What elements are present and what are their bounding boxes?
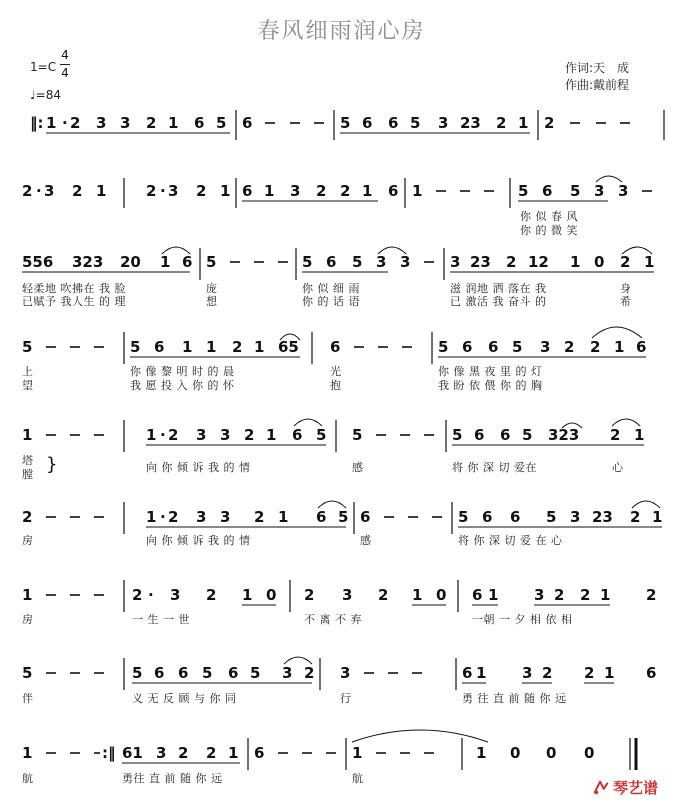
svg-text:1: 1 <box>22 744 33 762</box>
svg-text:1: 1 <box>220 182 231 200</box>
lyric-row5-c: 向 你 倾 诉 我 的 情 <box>146 461 251 474</box>
svg-text:2: 2 <box>646 586 657 604</box>
svg-text:6: 6 <box>362 114 373 132</box>
svg-text:2: 2 <box>72 182 83 200</box>
score-row-2 <box>22 176 652 208</box>
svg-text:2: 2 <box>564 338 575 356</box>
svg-text:2: 2 <box>206 586 217 604</box>
svg-text:5: 5 <box>512 338 523 356</box>
lyric-row2-verse2: 你 的 微 笑 <box>520 224 578 237</box>
lyric-row5-e: 将 你 深 切 爱在 <box>452 461 537 474</box>
svg-text:5: 5 <box>546 508 557 526</box>
svg-text:2: 2 <box>254 508 265 526</box>
lyric-row8-b: 义 无 反 顾 与 你 同 <box>132 692 237 705</box>
svg-text:6: 6 <box>542 182 553 200</box>
lyric-row5-b: 膛 <box>22 468 34 481</box>
svg-text:1: 1 <box>96 182 107 200</box>
svg-text:6: 6 <box>388 114 399 132</box>
svg-text:2: 2 <box>206 744 217 762</box>
svg-text:3: 3 <box>96 114 107 132</box>
svg-text:1: 1 <box>264 182 275 200</box>
svg-text:5: 5 <box>22 338 33 356</box>
svg-text:0: 0 <box>266 586 277 604</box>
svg-text:1: 1 <box>362 182 373 200</box>
svg-text:3: 3 <box>570 508 581 526</box>
lyric-row9-b: 勇往 直 前 随 你 远 <box>122 772 223 785</box>
svg-text:5: 5 <box>340 114 351 132</box>
lyric-row5-d: 感 <box>352 461 364 474</box>
svg-text:3: 3 <box>220 508 231 526</box>
svg-text:6: 6 <box>316 508 327 526</box>
svg-text:5: 5 <box>132 664 143 682</box>
svg-text:3: 3 <box>282 664 293 682</box>
svg-text:2: 2 <box>168 426 179 444</box>
svg-text:1: 1 <box>242 586 253 604</box>
svg-text:6: 6 <box>462 338 473 356</box>
svg-text:5: 5 <box>518 182 529 200</box>
svg-text:2: 2 <box>22 508 33 526</box>
lyric-row9-a: 航 <box>22 772 34 785</box>
lyric-row8-c: 行 <box>340 692 352 705</box>
song-title: 春风细雨润心房 <box>257 19 426 44</box>
lyric-row3-verse2-b: 想 <box>206 295 218 308</box>
svg-text:2: 2 <box>146 182 157 200</box>
svg-text:6: 6 <box>474 426 485 444</box>
svg-text:6: 6 <box>646 664 657 682</box>
lyric-row3-verse1-c: 你 似 细 雨 <box>302 282 360 295</box>
tempo-mark: ♩=84 <box>30 88 61 102</box>
svg-text:5: 5 <box>216 114 227 132</box>
svg-text:5: 5 <box>206 253 217 271</box>
svg-text:2: 2 <box>554 586 565 604</box>
svg-text:20: 20 <box>120 253 141 271</box>
lyric-row5-f: 心 <box>612 461 624 474</box>
svg-text:1: 1 <box>476 664 487 682</box>
lyric-row8-d: 勇 往 直 前 随 你 远 <box>462 692 567 705</box>
svg-text:6: 6 <box>292 426 303 444</box>
svg-text:2: 2 <box>304 586 315 604</box>
svg-text:0: 0 <box>436 586 447 604</box>
svg-text:1: 1 <box>570 253 581 271</box>
svg-text:2: 2 <box>630 508 641 526</box>
score-row-1 <box>30 110 664 140</box>
svg-text:23: 23 <box>592 508 613 526</box>
svg-text:1: 1 <box>228 744 239 762</box>
svg-text:323: 323 <box>548 426 580 444</box>
svg-text:‖:: ‖: <box>30 114 44 132</box>
svg-text:0: 0 <box>594 253 605 271</box>
svg-text:2: 2 <box>168 508 179 526</box>
svg-text:·: · <box>62 114 68 132</box>
svg-text:2: 2 <box>132 586 143 604</box>
svg-text:3: 3 <box>540 338 551 356</box>
svg-text:3: 3 <box>220 426 231 444</box>
svg-text:6: 6 <box>242 182 253 200</box>
svg-text:1: 1 <box>22 426 33 444</box>
lyric-row4-verse1-c: 光 <box>330 365 342 378</box>
svg-text:2: 2 <box>304 664 315 682</box>
lyric-row3-verse1-b: 庞 <box>206 282 218 295</box>
svg-text:3: 3 <box>376 253 387 271</box>
svg-text:12: 12 <box>528 253 549 271</box>
lyric-row7-b: 一 生 一 世 <box>132 613 190 626</box>
svg-text:3: 3 <box>534 586 545 604</box>
svg-text:6: 6 <box>636 338 647 356</box>
svg-text:1: 1 <box>146 426 157 444</box>
svg-text:3: 3 <box>400 253 411 271</box>
svg-text:65: 65 <box>278 338 299 356</box>
lyric-row5-a: 塔 <box>22 454 34 467</box>
svg-text:6: 6 <box>472 586 483 604</box>
svg-text:·: · <box>160 182 166 200</box>
score-row-4 <box>22 327 646 364</box>
svg-text:6: 6 <box>228 664 239 682</box>
lyric-row6-b: 向 你 倾 诉 我 的 情 <box>146 534 251 547</box>
svg-text:6: 6 <box>510 508 521 526</box>
svg-text:6: 6 <box>194 114 205 132</box>
svg-text:3: 3 <box>44 182 55 200</box>
svg-text:1: 1 <box>168 114 179 132</box>
svg-text:2: 2 <box>590 338 601 356</box>
svg-text:1: 1 <box>254 338 265 356</box>
score-row-3 <box>22 247 654 280</box>
lyric-row7-c: 不 离 不 弃 <box>304 613 362 626</box>
score-row-9 <box>22 730 636 770</box>
score-row-8 <box>22 657 656 690</box>
svg-text:1: 1 <box>182 338 193 356</box>
svg-text:323: 323 <box>72 253 104 271</box>
lyric-row4-verse2-c: 抱 <box>330 379 342 392</box>
lyric-row6-c: 感 <box>360 534 372 547</box>
score-row-7 <box>22 580 656 612</box>
svg-text:1: 1 <box>22 586 33 604</box>
svg-text:1: 1 <box>600 586 611 604</box>
svg-text:2: 2 <box>146 114 157 132</box>
svg-text:6: 6 <box>462 664 473 682</box>
svg-text:6: 6 <box>254 744 265 762</box>
svg-text:6: 6 <box>178 664 189 682</box>
svg-text:2: 2 <box>620 253 631 271</box>
lyric-row4-verse2-d: 我 盼 依 偎 你 的 胸 <box>438 379 543 392</box>
svg-text:·: · <box>36 182 42 200</box>
lyric-row4-verse1-a: 上 <box>22 365 34 378</box>
svg-text:1: 1 <box>476 744 487 762</box>
lyric-row3-verse2-a: 已赋予 我人生 的 理 <box>22 295 126 308</box>
svg-text:6: 6 <box>326 253 337 271</box>
svg-text:3: 3 <box>170 586 181 604</box>
lyric-row3-verse1-e: 身 <box>620 282 632 295</box>
svg-text:5: 5 <box>22 664 33 682</box>
score-row-5 <box>22 419 644 475</box>
svg-text:6: 6 <box>488 338 499 356</box>
svg-text:3: 3 <box>450 253 461 271</box>
lyric-row7-d: 一朝 一 夕 相 依 相 <box>472 613 573 626</box>
lyric-row6-a: 房 <box>22 534 34 547</box>
svg-text:5: 5 <box>522 426 533 444</box>
svg-text:2: 2 <box>244 426 255 444</box>
lyric-row3-verse2-e: 希 <box>620 295 632 308</box>
svg-text:5: 5 <box>438 338 449 356</box>
svg-text:5: 5 <box>202 664 213 682</box>
svg-text:3: 3 <box>342 586 353 604</box>
svg-text:1: 1 <box>644 253 655 271</box>
svg-text:3: 3 <box>522 664 533 682</box>
svg-text:5: 5 <box>338 508 349 526</box>
svg-text:2: 2 <box>316 182 327 200</box>
svg-text:1: 1 <box>604 664 615 682</box>
lyric-row3-verse2-d: 已 激活 我 奋斗 的 <box>450 295 547 308</box>
lyric-row9-c: 航 <box>352 772 364 785</box>
svg-text:5: 5 <box>316 426 327 444</box>
svg-text:0: 0 <box>584 744 595 762</box>
svg-text:5: 5 <box>458 508 469 526</box>
svg-text:5: 5 <box>452 426 463 444</box>
svg-text:556: 556 <box>22 253 54 271</box>
svg-text:2: 2 <box>584 664 595 682</box>
svg-text:3: 3 <box>196 426 207 444</box>
svg-text:5: 5 <box>352 426 363 444</box>
lyricist: 作词:天 成 <box>565 61 630 75</box>
lyric-row7-a: 房 <box>22 613 34 626</box>
svg-text:6: 6 <box>242 114 253 132</box>
svg-text:3: 3 <box>438 114 449 132</box>
svg-text:2: 2 <box>496 114 507 132</box>
svg-text:2: 2 <box>232 338 243 356</box>
lyric-row3-verse1-a: 轻柔地 吹拂在 我 脸 <box>22 282 126 295</box>
svg-text:23: 23 <box>470 253 491 271</box>
score-row-6 <box>22 501 662 534</box>
svg-text:3: 3 <box>618 182 629 200</box>
svg-text:2: 2 <box>506 253 517 271</box>
svg-text:1: 1 <box>160 253 171 271</box>
svg-text:1: 1 <box>266 426 277 444</box>
svg-text:61: 61 <box>122 744 143 762</box>
svg-text:5: 5 <box>130 338 141 356</box>
svg-text:1: 1 <box>46 114 57 132</box>
svg-text:2: 2 <box>544 114 555 132</box>
svg-text:3: 3 <box>594 182 605 200</box>
svg-text:23: 23 <box>460 114 481 132</box>
svg-text:1: 1 <box>518 114 529 132</box>
lyric-row3-verse1-d: 滋 润地 洒 落在 我 <box>450 282 547 295</box>
lyric-row8-a: 伴 <box>22 692 34 705</box>
svg-text:3: 3 <box>120 114 131 132</box>
svg-text:2: 2 <box>378 586 389 604</box>
composer: 作曲:戴前程 <box>565 78 630 92</box>
svg-text:2: 2 <box>542 664 553 682</box>
svg-text:1: 1 <box>614 338 625 356</box>
svg-text:3: 3 <box>340 664 351 682</box>
svg-text:6: 6 <box>154 338 165 356</box>
svg-text:2: 2 <box>22 182 33 200</box>
svg-text:5: 5 <box>250 664 261 682</box>
svg-text:6: 6 <box>154 664 165 682</box>
svg-text:2: 2 <box>178 744 189 762</box>
lyric-row6-d: 将 你 深 切 爱 在 心 <box>458 534 563 547</box>
key-signature: 1=C <box>30 60 57 74</box>
svg-text:6: 6 <box>500 426 511 444</box>
time-signature-top: 4 <box>61 48 69 62</box>
svg-text:}: } <box>46 454 58 475</box>
svg-text:5: 5 <box>302 253 313 271</box>
svg-text:0: 0 <box>546 744 557 762</box>
svg-text:2: 2 <box>610 426 621 444</box>
svg-text:·: · <box>148 586 154 604</box>
svg-text:2: 2 <box>580 586 591 604</box>
svg-text:·: · <box>160 426 166 444</box>
svg-text:6: 6 <box>482 508 493 526</box>
svg-text:1: 1 <box>634 426 645 444</box>
svg-text:1: 1 <box>352 744 363 762</box>
svg-text:6: 6 <box>182 253 193 271</box>
music-note-icon <box>592 778 610 796</box>
svg-text:6: 6 <box>360 508 371 526</box>
svg-text:·: · <box>160 508 166 526</box>
lyric-row4-verse2-a: 望 <box>22 379 34 392</box>
svg-text:5: 5 <box>570 182 581 200</box>
svg-text:3: 3 <box>196 508 207 526</box>
svg-text:6: 6 <box>330 338 341 356</box>
svg-text:1: 1 <box>488 586 499 604</box>
svg-text:1: 1 <box>412 182 423 200</box>
svg-text:1: 1 <box>146 508 157 526</box>
svg-text:1: 1 <box>206 338 217 356</box>
lyric-row3-verse2-c: 你 的 话 语 <box>302 295 360 308</box>
svg-text:5: 5 <box>352 253 363 271</box>
svg-text:0: 0 <box>510 744 521 762</box>
lyric-row4-verse1-b: 你 像 黎 明 时 的 晨 <box>130 365 235 378</box>
svg-text::‖: :‖ <box>102 744 116 762</box>
site-logo <box>592 775 658 799</box>
svg-text:3: 3 <box>290 182 301 200</box>
svg-text:3: 3 <box>156 744 167 762</box>
lyric-row2-verse1: 你 似 春 风 <box>520 210 578 223</box>
logo-text: 琴艺谱 <box>613 778 659 797</box>
lyric-row4-verse2-b: 我 愿 投 入 你 的 怀 <box>130 379 235 392</box>
svg-text:6: 6 <box>388 182 399 200</box>
time-signature-bottom: 4 <box>61 66 69 80</box>
svg-text:2: 2 <box>196 182 207 200</box>
svg-text:1: 1 <box>278 508 289 526</box>
svg-text:3: 3 <box>168 182 179 200</box>
svg-text:1: 1 <box>412 586 423 604</box>
svg-text:1: 1 <box>652 508 663 526</box>
lyric-row4-verse1-d: 你 像 黑 夜 里 的 灯 <box>438 365 543 378</box>
svg-text:2: 2 <box>340 182 351 200</box>
svg-text:5: 5 <box>410 114 421 132</box>
svg-text:2: 2 <box>70 114 81 132</box>
